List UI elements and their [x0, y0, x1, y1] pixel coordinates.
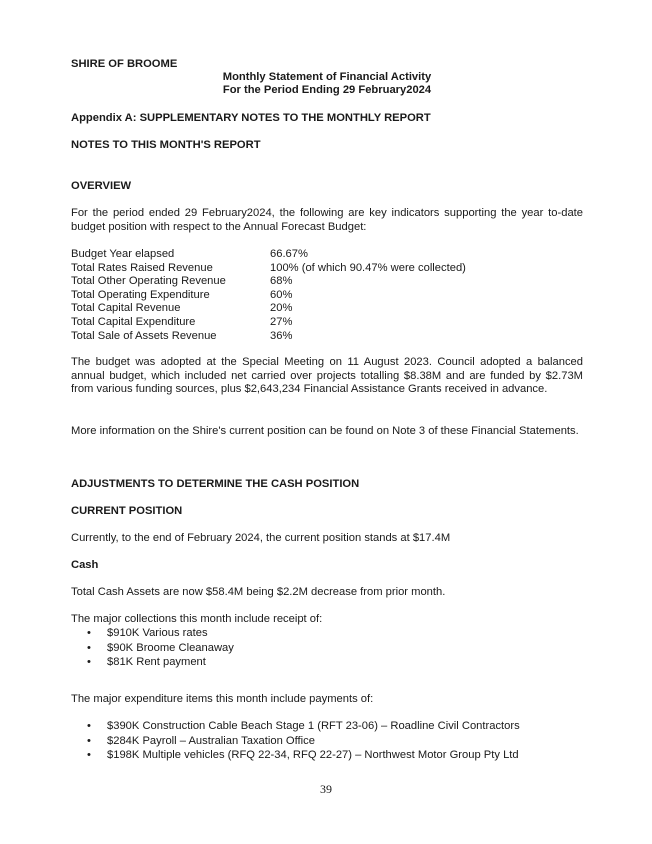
- collections-list: [71, 627, 583, 671]
- overview-heading: OVERVIEW: [71, 180, 132, 192]
- appendix-heading: Appendix A: SUPPLEMENTARY NOTES TO THE MONTHLY REPORT: [71, 112, 431, 124]
- expenditure-text: $284K Payroll – Australian Taxation Office: [107, 734, 315, 747]
- indicator-value: 27%: [270, 316, 293, 328]
- expenditure-list: [71, 720, 583, 764]
- page-number: 39: [320, 782, 332, 796]
- notes-heading: NOTES TO THIS MONTH'S REPORT: [71, 139, 261, 151]
- expenditure-text: $198K Multiple vehicles (RFQ 22-34, RFQ 22-27) – Northwest Motor Group Pty Ltd: [107, 749, 519, 762]
- statement-period: For the Period Ending 29 February2024: [222, 84, 432, 96]
- bullet-icon: •: [87, 641, 91, 654]
- list-item: [71, 720, 583, 735]
- collection-text: $910K Various rates: [107, 627, 208, 639]
- indicator-value: 20%: [270, 302, 293, 315]
- bullet-icon: •: [87, 749, 91, 762]
- indicator-label: Total Capital Expenditure: [71, 316, 196, 328]
- bullet-icon: •: [87, 720, 91, 732]
- list-item: [71, 642, 583, 657]
- indicator-value: 66.67%: [270, 248, 308, 260]
- collection-text: $90K Broome Cleanaway: [107, 641, 234, 654]
- bullet-icon: •: [87, 656, 91, 669]
- indicator-label: Budget Year elapsed: [71, 248, 175, 260]
- collection-text: $81K Rent payment: [107, 656, 206, 669]
- statement-title: Monthly Statement of Financial Activity: [222, 71, 432, 83]
- collections-intro: The major collections this month include receipt of:: [71, 613, 323, 625]
- bullet-icon: •: [87, 627, 91, 639]
- list-item: [71, 735, 583, 750]
- more-info-paragraph: More information on the Shire's current position can be found on Note 3 of these Financial Statements.: [71, 425, 579, 437]
- indicator-label: Total Capital Revenue: [71, 302, 181, 315]
- list-item: [71, 656, 583, 671]
- cash-heading: Cash: [71, 559, 99, 571]
- indicator-value: 100% (of which 90.47% were collected): [270, 261, 466, 274]
- adjustments-heading: ADJUSTMENTS TO DETERMINE THE CASH POSITION: [71, 478, 360, 490]
- indicator-value: 60%: [270, 288, 293, 301]
- indicator-label: Total Other Operating Revenue: [71, 275, 226, 288]
- current-position-heading: CURRENT POSITION: [71, 505, 183, 517]
- indicator-value: 68%: [270, 275, 293, 288]
- indicator-label: Total Rates Raised Revenue: [71, 261, 213, 274]
- overview-intro: For the period ended 29 February2024, the following are key indicators supporting the year to-date budget position with respect to the Annual Forecast Budget:: [71, 207, 583, 233]
- bullet-icon: •: [87, 734, 91, 747]
- indicator-label: Total Operating Expenditure: [71, 288, 210, 301]
- indicator-value: 36%: [270, 329, 293, 342]
- list-item: [71, 749, 583, 764]
- budget-paragraph: The budget was adopted at the Special Meeting on 11 August 2023. Council adopted a balanced annual budget, which included net carried over projects totalling $8.38M and are funded by $2.73M from various funding sources, plus $2,643,234 Financial Assistance Grants received in advance.: [71, 356, 583, 396]
- org-name: SHIRE OF BROOME: [71, 58, 178, 70]
- cash-text: Total Cash Assets are now $58.4M being $2.2M decrease from prior month.: [71, 586, 446, 598]
- expenditure-intro: The major expenditure items this month include payments of:: [71, 693, 374, 705]
- expenditure-text: $390K Construction Cable Beach Stage 1 (RFT 23-06) – Roadline Civil Contractors: [107, 720, 520, 732]
- list-item: [71, 627, 583, 642]
- current-position-text: Currently, to the end of February 2024, the current position stands at $17.4M: [71, 532, 451, 544]
- indicator-label: Total Sale of Assets Revenue: [71, 329, 217, 342]
